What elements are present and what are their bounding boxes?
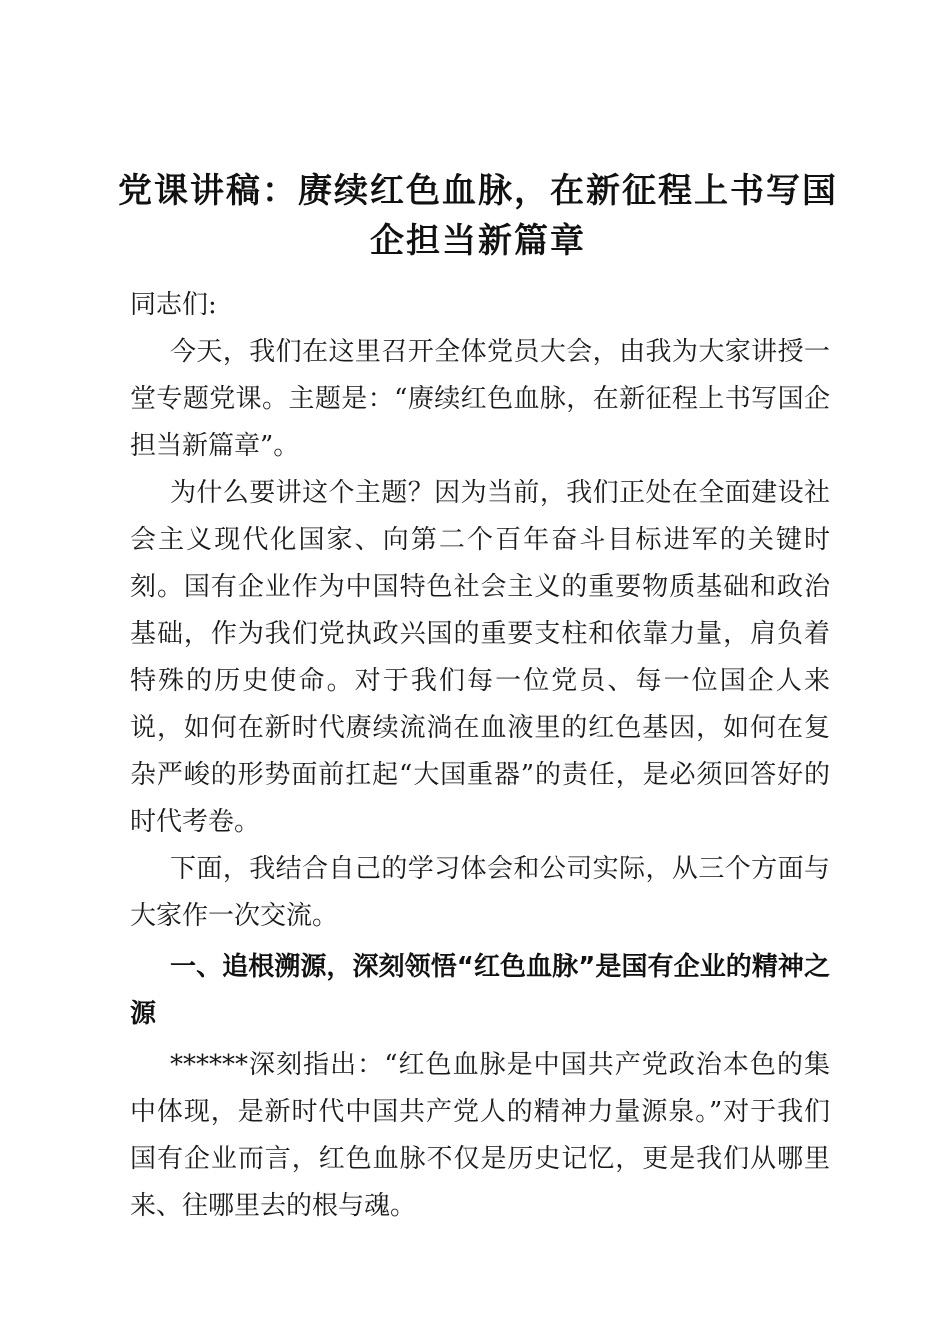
paragraph: ******深刻指出：“红色血脉是中国共产党政治本色的集中体现，是新时代中国共产党人的精神力量源泉。”对于我们国有企业而言，红色血脉不仅是历史记忆，更是我们从哪里来、往哪里去的根与魂。 — [130, 1050, 830, 1221]
document-title: 党课讲稿：赓续红色血脉，在新征程上书写国企担当新篇章 — [118, 171, 838, 261]
paragraph: 今天，我们在这里召开全体党员大会，由我为大家讲授一堂专题党课。主题是：“赓续红色血脉，在新征程上书写国企担当新篇章”。 — [130, 337, 830, 461]
paragraph: 为什么要讲这个主题？因为当前，我们正处在全面建设社会主义现代化国家、向第二个百年奋斗目标进军的关键时刻。国有企业作为中国特色社会主义的重要物质基础和政治基础，作为我们党执政兴国的重要支柱和依靠力量，肩负着特殊的历史使命。对于我们每一位党员、每一位国企人来说，如何在新时代赓续流淌在血液里的红色基因，如何在复杂严峻的形势面前扛起“大国重器”的责任，是必须回答好的时代考卷。 — [130, 478, 830, 837]
document-body — [130, 282, 830, 1230]
paragraph: 下面，我结合自己的学习体会和公司实际，从三个方面与大家作一次交流。 — [130, 854, 830, 931]
salutation: 同志们: — [130, 290, 217, 320]
section-heading: 一、追根溯源，深刻领悟“红色血脉”是国有企业的精神之源 — [130, 952, 830, 1029]
